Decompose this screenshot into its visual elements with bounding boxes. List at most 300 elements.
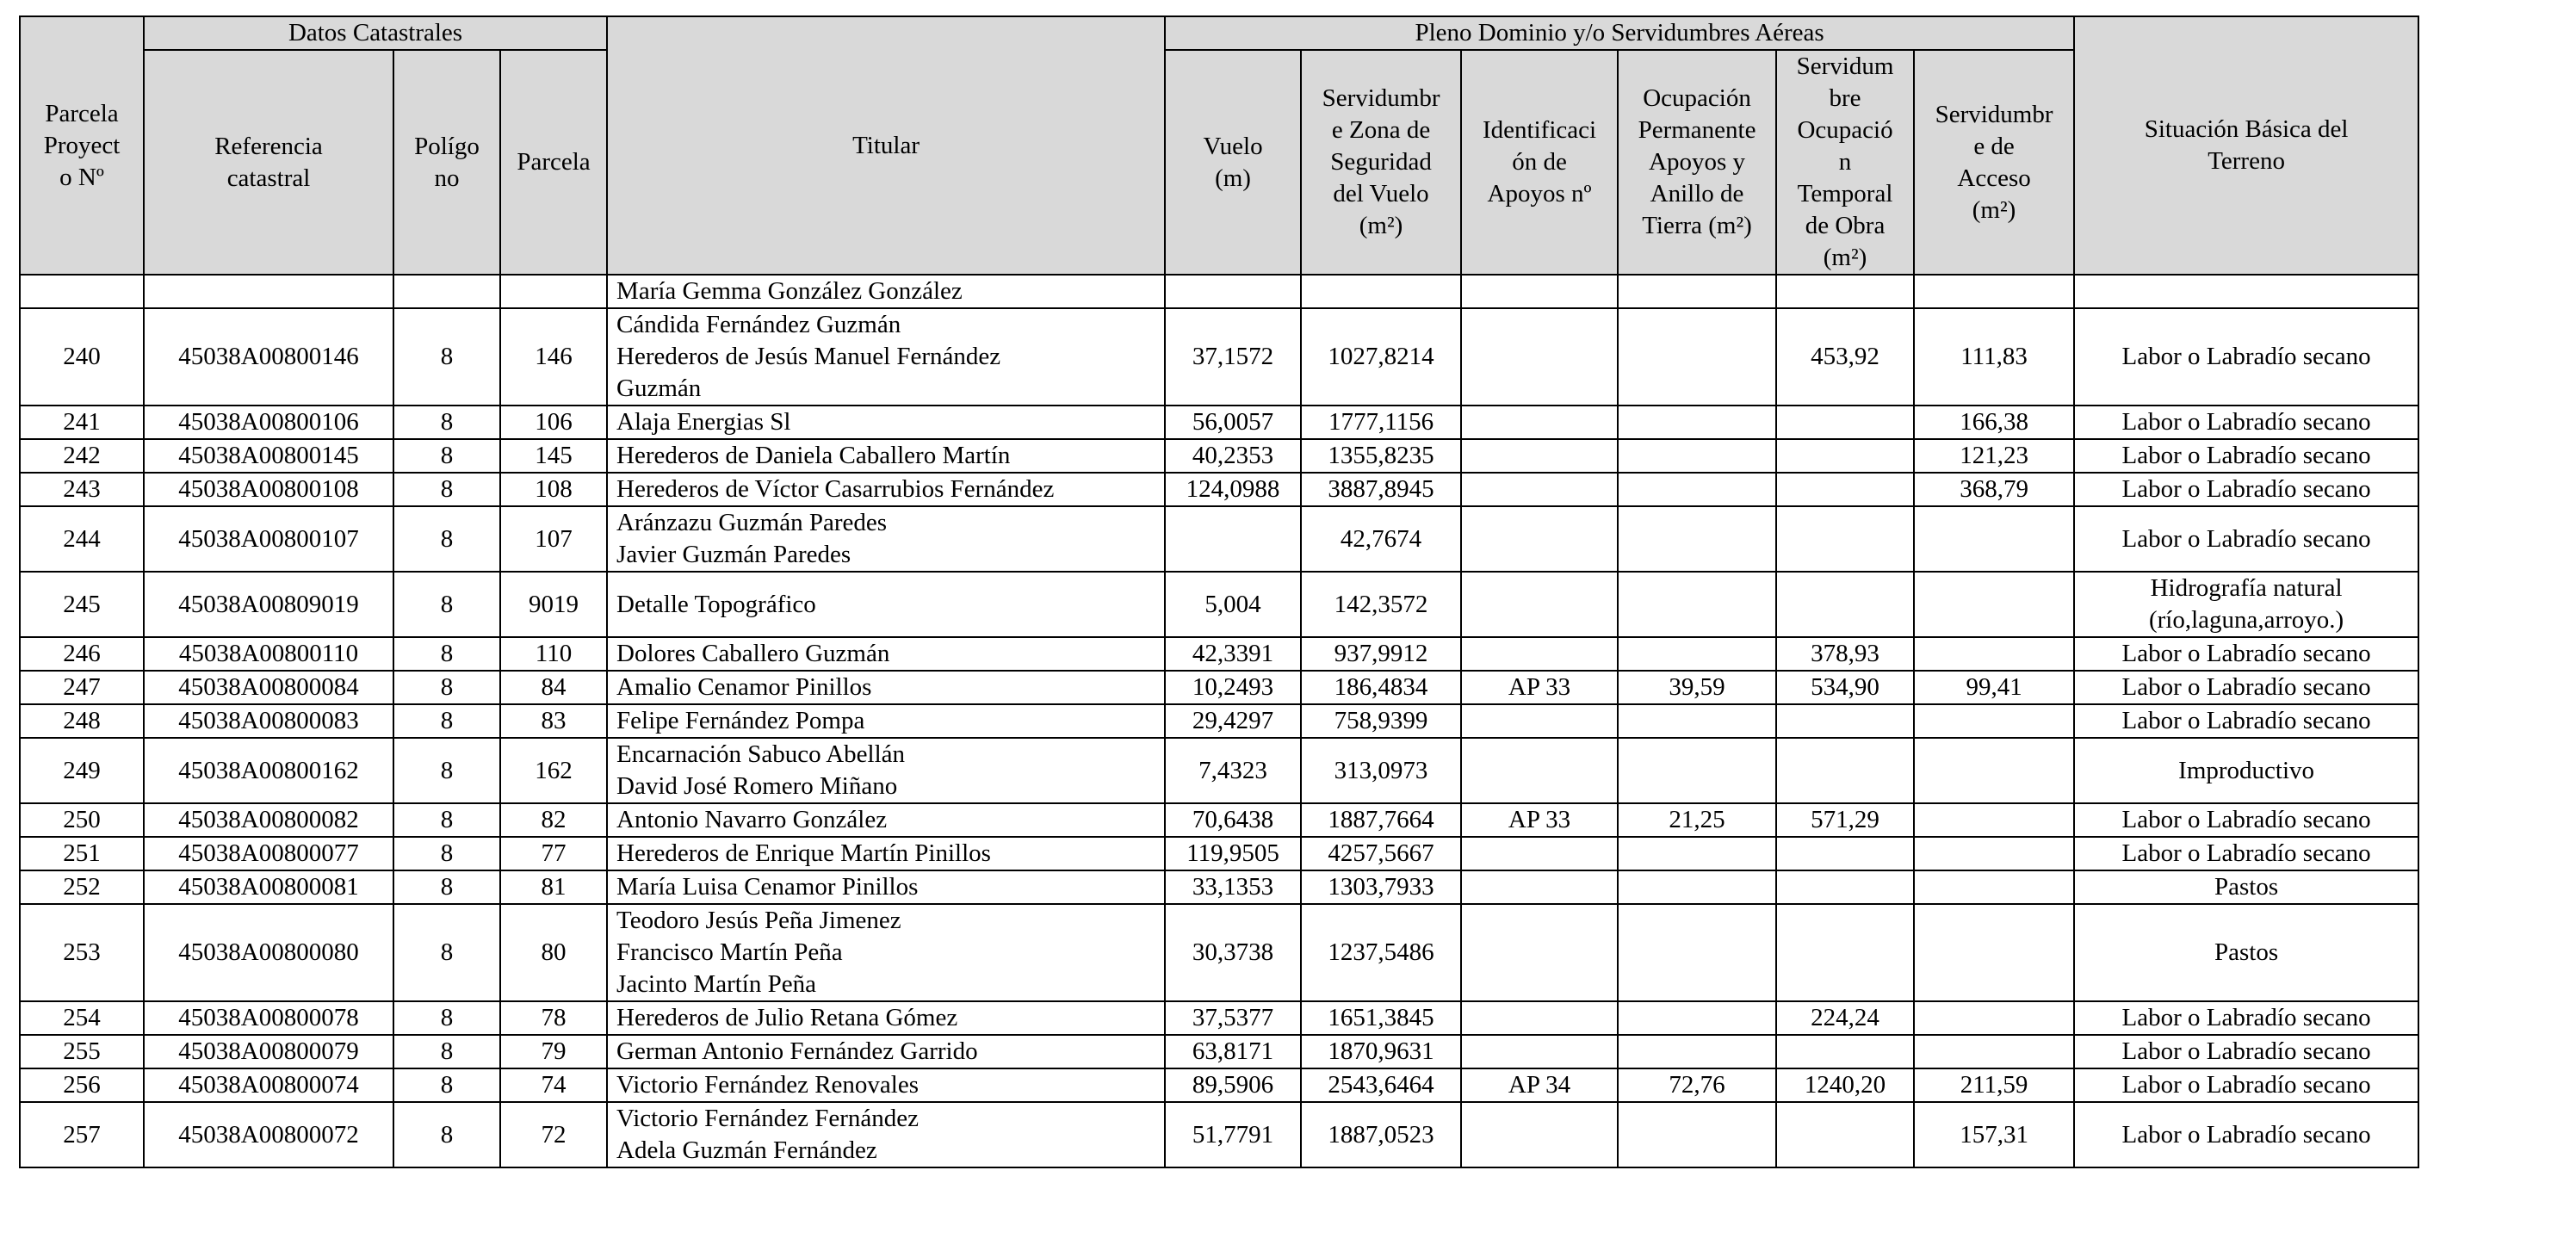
cell-poligono: 8 — [393, 572, 500, 637]
header-servidumbre-acceso — [1914, 50, 2074, 275]
cell-situacion-line: Labor o Labradío secano — [2121, 475, 2371, 503]
cell-parcela: 83 — [500, 704, 607, 738]
cell-parcela-proyecto: 257 — [20, 1102, 144, 1167]
cell-poligono: 8 — [393, 308, 500, 406]
cell-parcela: 110 — [500, 637, 607, 671]
cell-servidumbre-zona: 1027,8214 — [1301, 308, 1461, 406]
header-referencia — [144, 50, 393, 275]
table-row — [20, 837, 2418, 870]
cell-temporal: 1240,20 — [1776, 1068, 1914, 1102]
cell-situacion-line: Labor o Labradío secano — [2121, 1004, 2371, 1031]
cell-parcela-proyecto: 246 — [20, 637, 144, 671]
cell-situacion — [2074, 308, 2418, 406]
cell-acceso — [1914, 1001, 2074, 1035]
cell-situacion — [2074, 406, 2418, 439]
cell-situacion-line: Labor o Labradío secano — [2121, 1120, 2371, 1149]
cell-servidumbre-zona: 1887,0523 — [1301, 1102, 1461, 1167]
cell-servidumbre-zona: 2543,6464 — [1301, 1068, 1461, 1102]
cell-titular-line: Jacinto Martín Peña — [616, 970, 816, 998]
header-line: Temporal — [1797, 180, 1893, 207]
cell-parcela: 145 — [500, 439, 607, 473]
cell-poligono: 8 — [393, 506, 500, 572]
cell-titular — [607, 803, 1165, 837]
cell-situacion — [2074, 738, 2418, 803]
cell-vuelo: 56,0057 — [1165, 406, 1301, 439]
cell-vuelo: 40,2353 — [1165, 439, 1301, 473]
cell-vuelo: 33,1353 — [1165, 870, 1301, 904]
cell-situacion — [2074, 803, 2418, 837]
cell-situacion — [2074, 275, 2418, 308]
cell-parcela: 82 — [500, 803, 607, 837]
header-line: e de — [1973, 132, 2015, 160]
cell-parcela: 146 — [500, 308, 607, 406]
cell-acceso — [1914, 1035, 2074, 1068]
cell-titular-line: Cándida Fernández Guzmán — [616, 311, 901, 338]
header-servidumbre-temporal — [1776, 50, 1914, 275]
cell-temporal — [1776, 572, 1914, 637]
cell-vuelo: 10,2493 — [1165, 671, 1301, 704]
cell-parcela: 74 — [500, 1068, 607, 1102]
cell-parcela-proyecto: 248 — [20, 704, 144, 738]
cell-titular-line: Javier Guzmán Paredes — [616, 541, 851, 568]
cell-poligono: 8 — [393, 704, 500, 738]
header-line: ón de — [1512, 148, 1567, 176]
table-row — [20, 637, 2418, 671]
cell-parcela-proyecto: 244 — [20, 506, 144, 572]
cell-temporal — [1776, 904, 1914, 1001]
cell-ocupacion: 21,25 — [1618, 803, 1776, 837]
cell-apoyo — [1461, 275, 1618, 308]
table-row — [20, 439, 2418, 473]
header-line: del Vuelo — [1333, 180, 1429, 207]
cell-temporal — [1776, 473, 1914, 506]
cell-ocupacion — [1618, 1001, 1776, 1035]
cell-situacion-line: Improductivo — [2178, 756, 2315, 784]
header-parcela-proyecto — [20, 16, 144, 275]
cell-ocupacion — [1618, 1035, 1776, 1068]
cell-titular-line: Adela Guzmán Fernández — [616, 1136, 877, 1164]
cell-parcela: 9019 — [500, 572, 607, 637]
table-row — [20, 1068, 2418, 1102]
header-line: Identificaci — [1483, 116, 1597, 144]
cell-poligono: 8 — [393, 1102, 500, 1167]
cell-apoyo — [1461, 837, 1618, 870]
cell-parcela: 78 — [500, 1001, 607, 1035]
table-row — [20, 406, 2418, 439]
cell-parcela: 72 — [500, 1102, 607, 1167]
cell-parcela: 106 — [500, 406, 607, 439]
header-situacion — [2074, 16, 2418, 275]
cell-referencia: 45038A00800078 — [144, 1001, 393, 1035]
cell-situacion — [2074, 1102, 2418, 1167]
cell-ocupacion — [1618, 275, 1776, 308]
cell-titular-line: Aránzazu Guzmán Paredes — [616, 509, 888, 536]
cell-poligono: 8 — [393, 671, 500, 704]
cell-situacion — [2074, 473, 2418, 506]
header-line: o Nº — [59, 163, 104, 191]
cell-ocupacion — [1618, 837, 1776, 870]
cell-ocupacion — [1618, 904, 1776, 1001]
table-row — [20, 671, 2418, 704]
cell-parcela: 79 — [500, 1035, 607, 1068]
cell-referencia: 45038A00800107 — [144, 506, 393, 572]
header-line: Anillo de — [1650, 180, 1744, 207]
cell-situacion — [2074, 837, 2418, 870]
header-line: Ocupación — [1643, 84, 1751, 112]
cell-temporal — [1776, 406, 1914, 439]
cell-titular-line: Alaja Energias Sl — [616, 408, 791, 436]
cell-referencia: 45038A00800079 — [144, 1035, 393, 1068]
table-row — [20, 275, 2418, 308]
cell-titular-line: María Gemma González González — [616, 277, 963, 305]
header-line: Ocupació — [1797, 116, 1893, 144]
cell-referencia: 45038A00800110 — [144, 637, 393, 671]
cell-apoyo — [1461, 704, 1618, 738]
cell-temporal: 378,93 — [1776, 637, 1914, 671]
cell-acceso: 368,79 — [1914, 473, 2074, 506]
table-row — [20, 803, 2418, 837]
cell-ocupacion — [1618, 406, 1776, 439]
cell-parcela-proyecto: 250 — [20, 803, 144, 837]
cell-situacion — [2074, 904, 2418, 1001]
cell-titular-line: Antonio Navarro González — [616, 806, 888, 833]
cell-acceso — [1914, 738, 2074, 803]
cell-situacion-line: Labor o Labradío secano — [2121, 408, 2371, 436]
cell-apoyo — [1461, 637, 1618, 671]
header-vuelo — [1165, 50, 1301, 275]
cell-poligono: 8 — [393, 637, 500, 671]
table-row — [20, 1035, 2418, 1068]
cell-parcela-proyecto: 241 — [20, 406, 144, 439]
cell-referencia: 45038A00800146 — [144, 308, 393, 406]
cell-titular — [607, 308, 1165, 406]
cell-parcela: 80 — [500, 904, 607, 1001]
cell-situacion-line: Labor o Labradío secano — [2121, 707, 2371, 734]
cell-poligono: 8 — [393, 406, 500, 439]
cell-titular-line: German Antonio Fernández Garrido — [616, 1037, 978, 1065]
cell-titular — [607, 1035, 1165, 1068]
cell-poligono: 8 — [393, 439, 500, 473]
cell-referencia: 45038A00800082 — [144, 803, 393, 837]
cell-situacion-line: Hidrografía natural — [2150, 574, 2343, 602]
cell-parcela-proyecto: 252 — [20, 870, 144, 904]
cell-parcela-proyecto: 242 — [20, 439, 144, 473]
cell-situacion — [2074, 439, 2418, 473]
cell-servidumbre-zona: 1777,1156 — [1301, 406, 1461, 439]
header-line: Acceso — [1957, 164, 2031, 192]
table-row — [20, 308, 2418, 406]
cell-servidumbre-zona: 1355,8235 — [1301, 439, 1461, 473]
cell-ocupacion — [1618, 870, 1776, 904]
header-line: bre — [1829, 84, 1861, 112]
header-line: Parcela — [45, 99, 119, 127]
cell-temporal — [1776, 704, 1914, 738]
cell-vuelo: 7,4323 — [1165, 738, 1301, 803]
header-line: Apoyos nº — [1487, 180, 1592, 207]
cell-referencia: 45038A00800162 — [144, 738, 393, 803]
header-line: Permanente — [1638, 116, 1756, 144]
cell-situacion — [2074, 1001, 2418, 1035]
cell-parcela-proyecto: 240 — [20, 308, 144, 406]
cell-temporal — [1776, 870, 1914, 904]
cell-titular-line: Herederos de Daniela Caballero Martín — [616, 442, 1011, 469]
cell-titular-line: Herederos de Jesús Manuel Fernández — [616, 343, 1001, 370]
cell-ocupacion: 72,76 — [1618, 1068, 1776, 1102]
cell-situacion-line: Labor o Labradío secano — [2121, 442, 2371, 469]
cell-ocupacion — [1618, 704, 1776, 738]
cell-vuelo — [1165, 506, 1301, 572]
header-line: (m) — [1215, 164, 1251, 192]
cell-vuelo: 30,3738 — [1165, 904, 1301, 1001]
cell-situacion — [2074, 1068, 2418, 1102]
header-line: Servidum — [1796, 53, 1894, 80]
cell-titular-line: Felipe Fernández Pompa — [616, 707, 865, 734]
cell-apoyo — [1461, 406, 1618, 439]
header-datos-catastrales: Datos Catastrales — [144, 16, 607, 50]
cell-parcela: 162 — [500, 738, 607, 803]
cell-situacion-line: Labor o Labradío secano — [2121, 673, 2371, 701]
cell-ocupacion — [1618, 637, 1776, 671]
cell-servidumbre-zona: 758,9399 — [1301, 704, 1461, 738]
cell-servidumbre-zona — [1301, 275, 1461, 308]
cell-temporal — [1776, 738, 1914, 803]
cell-situacion-line: Pastos — [2214, 938, 2279, 966]
cell-vuelo: 63,8171 — [1165, 1035, 1301, 1068]
cell-titular — [607, 671, 1165, 704]
cell-titular — [607, 637, 1165, 671]
table-row — [20, 870, 2418, 904]
cell-ocupacion — [1618, 308, 1776, 406]
header-line: Proyect — [43, 131, 121, 159]
cell-referencia: 45038A00800106 — [144, 406, 393, 439]
cell-titular — [607, 704, 1165, 738]
header-line: e Zona de — [1331, 116, 1431, 144]
cell-vuelo: 42,3391 — [1165, 637, 1301, 671]
cell-ocupacion — [1618, 439, 1776, 473]
cell-poligono: 8 — [393, 904, 500, 1001]
cell-titular-line: Detalle Topográfico — [616, 590, 816, 618]
cell-titular — [607, 738, 1165, 803]
cell-apoyo — [1461, 572, 1618, 637]
cell-servidumbre-zona: 4257,5667 — [1301, 837, 1461, 870]
cell-parcela: 77 — [500, 837, 607, 870]
cell-apoyo — [1461, 870, 1618, 904]
cell-situacion-line: Labor o Labradío secano — [2121, 343, 2371, 370]
cell-titular — [607, 275, 1165, 308]
cell-ocupacion — [1618, 572, 1776, 637]
cell-acceso: 99,41 — [1914, 671, 2074, 704]
cell-situacion — [2074, 1035, 2418, 1068]
header-line: de Obra — [1805, 212, 1886, 239]
cell-referencia: 45038A00800108 — [144, 473, 393, 506]
cell-parcela-proyecto: 255 — [20, 1035, 144, 1068]
cell-titular — [607, 1001, 1165, 1035]
cell-servidumbre-zona: 1651,3845 — [1301, 1001, 1461, 1035]
cell-parcela-proyecto — [20, 275, 144, 308]
cell-acceso — [1914, 803, 2074, 837]
cell-referencia: 45038A00809019 — [144, 572, 393, 637]
header-line: (m²) — [1972, 195, 2016, 224]
cell-titular — [607, 1068, 1165, 1102]
cell-situacion-line: Labor o Labradío secano — [2121, 806, 2371, 833]
cell-apoyo: AP 34 — [1461, 1068, 1618, 1102]
cell-parcela-proyecto: 247 — [20, 671, 144, 704]
header-line: no — [434, 164, 460, 192]
cell-titular — [607, 1102, 1165, 1167]
header-line: Servidumbr — [1935, 100, 2053, 128]
header-titular: Titular — [607, 16, 1165, 275]
cell-referencia: 45038A00800072 — [144, 1102, 393, 1167]
cell-parcela-proyecto: 251 — [20, 837, 144, 870]
cell-titular-line: Dolores Caballero Guzmán — [616, 640, 890, 667]
cell-titular-line: María Luisa Cenamor Pinillos — [616, 873, 919, 901]
cell-ocupacion — [1618, 738, 1776, 803]
cell-vuelo: 89,5906 — [1165, 1068, 1301, 1102]
cell-titular-line: David José Romero Miñano — [616, 772, 898, 800]
header-poligono — [393, 50, 500, 275]
cell-apoyo — [1461, 738, 1618, 803]
cell-situacion — [2074, 637, 2418, 671]
cell-situacion-line: Labor o Labradío secano — [2121, 1071, 2371, 1099]
header-line: Servidumbr — [1322, 84, 1440, 112]
cell-acceso — [1914, 572, 2074, 637]
cell-apoyo — [1461, 439, 1618, 473]
cell-situacion-line: (río,laguna,arroyo.) — [2148, 606, 2344, 634]
cell-acceso: 121,23 — [1914, 439, 2074, 473]
header-identificacion-apoyos — [1461, 50, 1618, 275]
cell-apoyo — [1461, 1102, 1618, 1167]
cell-titular-line: Victorio Fernández Renovales — [616, 1071, 920, 1099]
cell-servidumbre-zona: 937,9912 — [1301, 637, 1461, 671]
cell-vuelo: 70,6438 — [1165, 803, 1301, 837]
header-line: (m²) — [1359, 212, 1403, 239]
cell-situacion-line: Labor o Labradío secano — [2121, 640, 2371, 667]
cell-titular-line: Guzmán — [616, 375, 702, 402]
cell-temporal: 534,90 — [1776, 671, 1914, 704]
table-row — [20, 506, 2418, 572]
cell-acceso — [1914, 904, 2074, 1001]
header-line: catastral — [226, 164, 311, 192]
table-body — [20, 275, 2418, 1167]
cell-servidumbre-zona: 186,4834 — [1301, 671, 1461, 704]
header-line: Vuelo — [1203, 132, 1263, 160]
cell-poligono: 8 — [393, 803, 500, 837]
cell-apoyo — [1461, 506, 1618, 572]
cell-titular — [607, 572, 1165, 637]
cell-vuelo: 37,1572 — [1165, 308, 1301, 406]
cell-poligono — [393, 275, 500, 308]
cell-referencia: 45038A00800084 — [144, 671, 393, 704]
cell-servidumbre-zona: 142,3572 — [1301, 572, 1461, 637]
cell-temporal — [1776, 1102, 1914, 1167]
cell-parcela-proyecto: 256 — [20, 1068, 144, 1102]
cell-temporal — [1776, 275, 1914, 308]
cell-titular-line: Victorio Fernández Fernández — [616, 1105, 919, 1132]
cell-poligono: 8 — [393, 1035, 500, 1068]
cell-temporal: 224,24 — [1776, 1001, 1914, 1035]
header-pleno-dominio: Pleno Dominio y/o Servidumbres Aéreas — [1165, 16, 2074, 50]
table-row — [20, 1102, 2418, 1167]
cell-situacion — [2074, 506, 2418, 572]
cell-parcela — [500, 275, 607, 308]
header-line: Tierra (m²) — [1642, 212, 1752, 239]
cell-servidumbre-zona: 42,7674 — [1301, 506, 1461, 572]
cell-ocupacion: 39,59 — [1618, 671, 1776, 704]
cell-acceso — [1914, 275, 2074, 308]
cell-titular-line: Amalio Cenamor Pinillos — [616, 673, 872, 701]
cell-vuelo: 29,4297 — [1165, 704, 1301, 738]
cell-referencia: 45038A00800077 — [144, 837, 393, 870]
table-row — [20, 572, 2418, 637]
cell-referencia: 45038A00800080 — [144, 904, 393, 1001]
cell-temporal — [1776, 1035, 1914, 1068]
cell-parcela: 81 — [500, 870, 607, 904]
cell-vuelo: 37,5377 — [1165, 1001, 1301, 1035]
cell-temporal: 571,29 — [1776, 803, 1914, 837]
cell-parcela: 84 — [500, 671, 607, 704]
cell-temporal — [1776, 837, 1914, 870]
cell-parcela-proyecto: 243 — [20, 473, 144, 506]
cell-situacion — [2074, 870, 2418, 904]
cell-vuelo: 5,004 — [1165, 572, 1301, 637]
cell-poligono: 8 — [393, 473, 500, 506]
header-line: Terreno — [2208, 147, 2285, 175]
table-row — [20, 904, 2418, 1001]
cell-poligono: 8 — [393, 738, 500, 803]
cell-apoyo — [1461, 473, 1618, 506]
cell-acceso — [1914, 837, 2074, 870]
cell-parcela-proyecto: 249 — [20, 738, 144, 803]
cell-titular — [607, 837, 1165, 870]
cell-servidumbre-zona: 3887,8945 — [1301, 473, 1461, 506]
cell-parcela: 107 — [500, 506, 607, 572]
cell-titular — [607, 904, 1165, 1001]
cell-ocupacion — [1618, 1102, 1776, 1167]
cell-referencia: 45038A00800083 — [144, 704, 393, 738]
cell-titular — [607, 870, 1165, 904]
cell-apoyo — [1461, 1001, 1618, 1035]
cell-titular-line: Herederos de Julio Retana Gómez — [616, 1004, 958, 1031]
cell-vuelo: 124,0988 — [1165, 473, 1301, 506]
cell-servidumbre-zona: 1887,7664 — [1301, 803, 1461, 837]
header-line: Apoyos y — [1649, 148, 1746, 176]
cell-vuelo: 119,9505 — [1165, 837, 1301, 870]
cell-acceso: 211,59 — [1914, 1068, 2074, 1102]
cell-situacion-line: Labor o Labradío secano — [2121, 524, 2371, 553]
header-line: Situación Básica del — [2144, 115, 2349, 143]
cell-acceso: 157,31 — [1914, 1102, 2074, 1167]
table-row — [20, 704, 2418, 738]
cell-parcela-proyecto: 253 — [20, 904, 144, 1001]
header-line: Referencia — [214, 132, 323, 160]
cell-poligono: 8 — [393, 1001, 500, 1035]
cell-situacion — [2074, 572, 2418, 637]
cell-parcela-proyecto: 245 — [20, 572, 144, 637]
cell-servidumbre-zona: 1870,9631 — [1301, 1035, 1461, 1068]
cell-titular — [607, 506, 1165, 572]
table-header — [20, 16, 2418, 275]
cell-parcela: 108 — [500, 473, 607, 506]
cell-acceso — [1914, 506, 2074, 572]
cell-situacion-line: Labor o Labradío secano — [2121, 839, 2371, 867]
header-ocupacion-permanente — [1618, 50, 1776, 275]
table-row — [20, 473, 2418, 506]
cell-ocupacion — [1618, 473, 1776, 506]
cell-poligono: 8 — [393, 870, 500, 904]
cell-apoyo — [1461, 1035, 1618, 1068]
cell-parcela-proyecto: 254 — [20, 1001, 144, 1035]
cell-acceso — [1914, 637, 2074, 671]
